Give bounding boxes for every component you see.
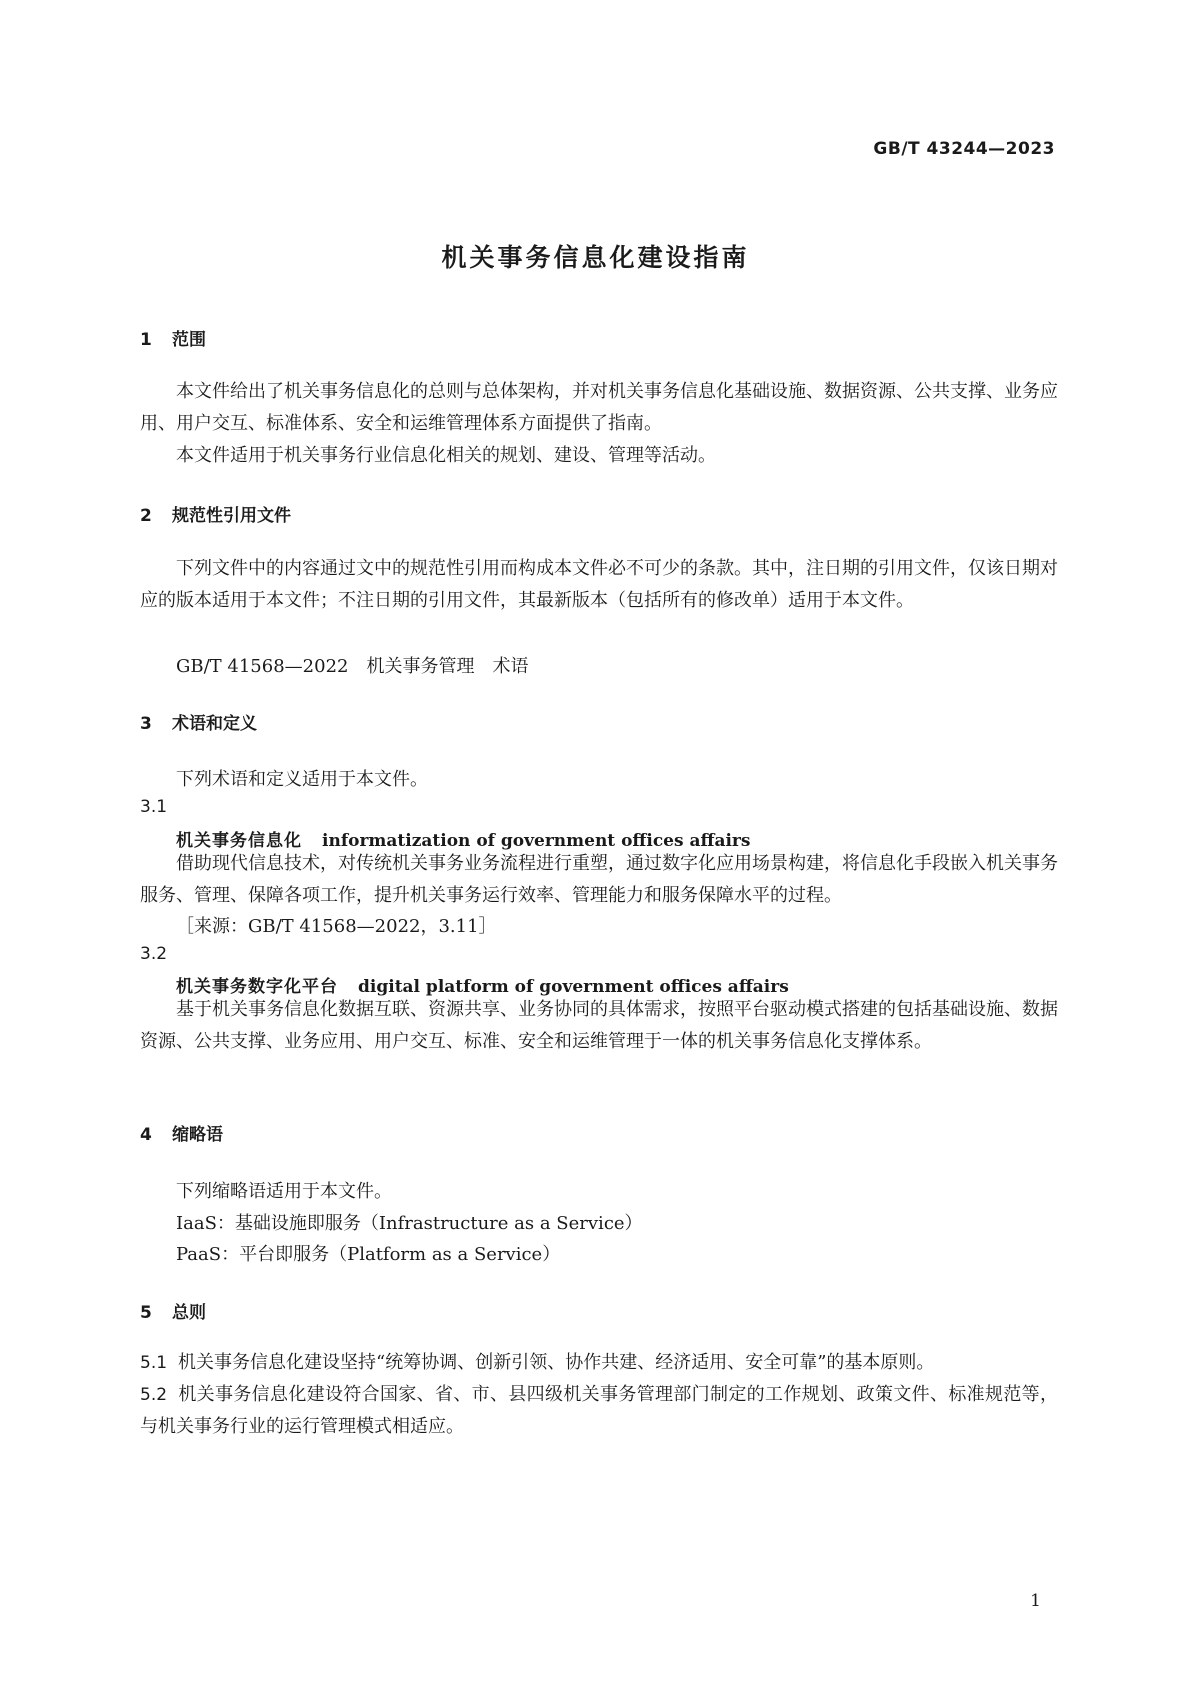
standard-code: GB/T 43244—2023 <box>873 139 1055 159</box>
clause-number: 5.1 <box>140 1353 168 1373</box>
section-title: 总则 <box>172 1303 206 1323</box>
clause-text: 机关事务信息化建设符合国家、省、市、县四级机关事务管理部门制定的工作规划、政策文件、标准规范等，与机关事务行业的运行管理模式相适应。 <box>140 1384 1058 1437</box>
section-number: 3 <box>140 714 152 734</box>
term-en: digital platform of government offices affairs <box>358 977 789 997</box>
section-1-paragraph-2: 本文件适用于机关事务行业信息化相关的规划、建设、管理等活动。 <box>176 445 716 466</box>
document-title: 机关事务信息化建设指南 <box>441 243 750 272</box>
section-2-paragraph: 下列文件中的内容通过文中的规范性引用而构成本文件必不可少的条款。其中，注日期的引用文件，仅该日期对应的版本适用于本文件；不注日期的引用文件，其最新版本（包括所有的修改单）适用于本文件。 <box>140 558 1058 611</box>
term-en: informatization of government offices affairs <box>322 831 751 851</box>
section-3-intro: 下列术语和定义适用于本文件。 <box>176 769 428 790</box>
term-3-1-definition: 借助现代信息技术，对传统机关事务业务流程进行重塑，通过数字化应用场景构建，将信息化手段嵌入机关事务服务、管理、保障各项工作，提升机关事务运行效率、管理能力和服务保障水平的过程。 <box>140 853 1058 906</box>
section-2-heading <box>140 501 291 526</box>
section-title: 缩略语 <box>172 1125 223 1145</box>
abbreviation-iaas: IaaS：基础设施即服务（Infrastructure as a Service） <box>176 1213 643 1234</box>
normative-reference: GB/T 41568—2022 机关事务管理 术语 <box>176 656 529 677</box>
clause-text: 机关事务信息化建设坚持“统筹协调、创新引领、协作共建、经济适用、安全可靠”的基本原则。 <box>178 1352 935 1373</box>
clause-number: 5.2 <box>140 1385 168 1405</box>
term-3-2-definition: 基于机关事务信息化数据互联、资源共享、业务协同的具体需求，按照平台驱动模式搭建的包括基础设施、数据资源、公共支撑、业务应用、用户交互、标准、安全和运维管理于一体的机关事务信息化支撑体系。 <box>140 999 1058 1052</box>
section-number: 1 <box>140 330 152 350</box>
section-1-heading <box>140 325 206 350</box>
section-3-heading <box>140 709 257 734</box>
term-3-1-number: 3.1 <box>140 797 168 817</box>
clause-5-1 <box>140 1347 1058 1379</box>
abbreviation-paas: PaaS：平台即服务（Platform as a Service） <box>176 1244 561 1265</box>
term-3-1-source: ［来源：GB/T 41568—2022，3.11］ <box>176 916 497 937</box>
term-zh: 机关事务信息化 <box>176 831 302 851</box>
section-number: 5 <box>140 1303 152 1323</box>
section-4-heading <box>140 1120 223 1145</box>
section-title: 范围 <box>172 330 206 350</box>
section-title: 规范性引用文件 <box>172 506 291 526</box>
clause-5-2 <box>140 1379 1058 1443</box>
term-zh: 机关事务数字化平台 <box>176 977 338 997</box>
section-number: 2 <box>140 506 152 526</box>
section-1-paragraph-1: 本文件给出了机关事务信息化的总则与总体架构，并对机关事务信息化基础设施、数据资源、公共支撑、业务应用、用户交互、标准体系、安全和运维管理体系方面提供了指南。 <box>140 381 1058 434</box>
section-number: 4 <box>140 1125 152 1145</box>
page-number: 1 <box>1030 1591 1041 1611</box>
section-5-heading <box>140 1298 206 1323</box>
term-3-2-number: 3.2 <box>140 944 168 964</box>
section-4-intro: 下列缩略语适用于本文件。 <box>176 1181 392 1202</box>
section-title: 术语和定义 <box>172 714 257 734</box>
